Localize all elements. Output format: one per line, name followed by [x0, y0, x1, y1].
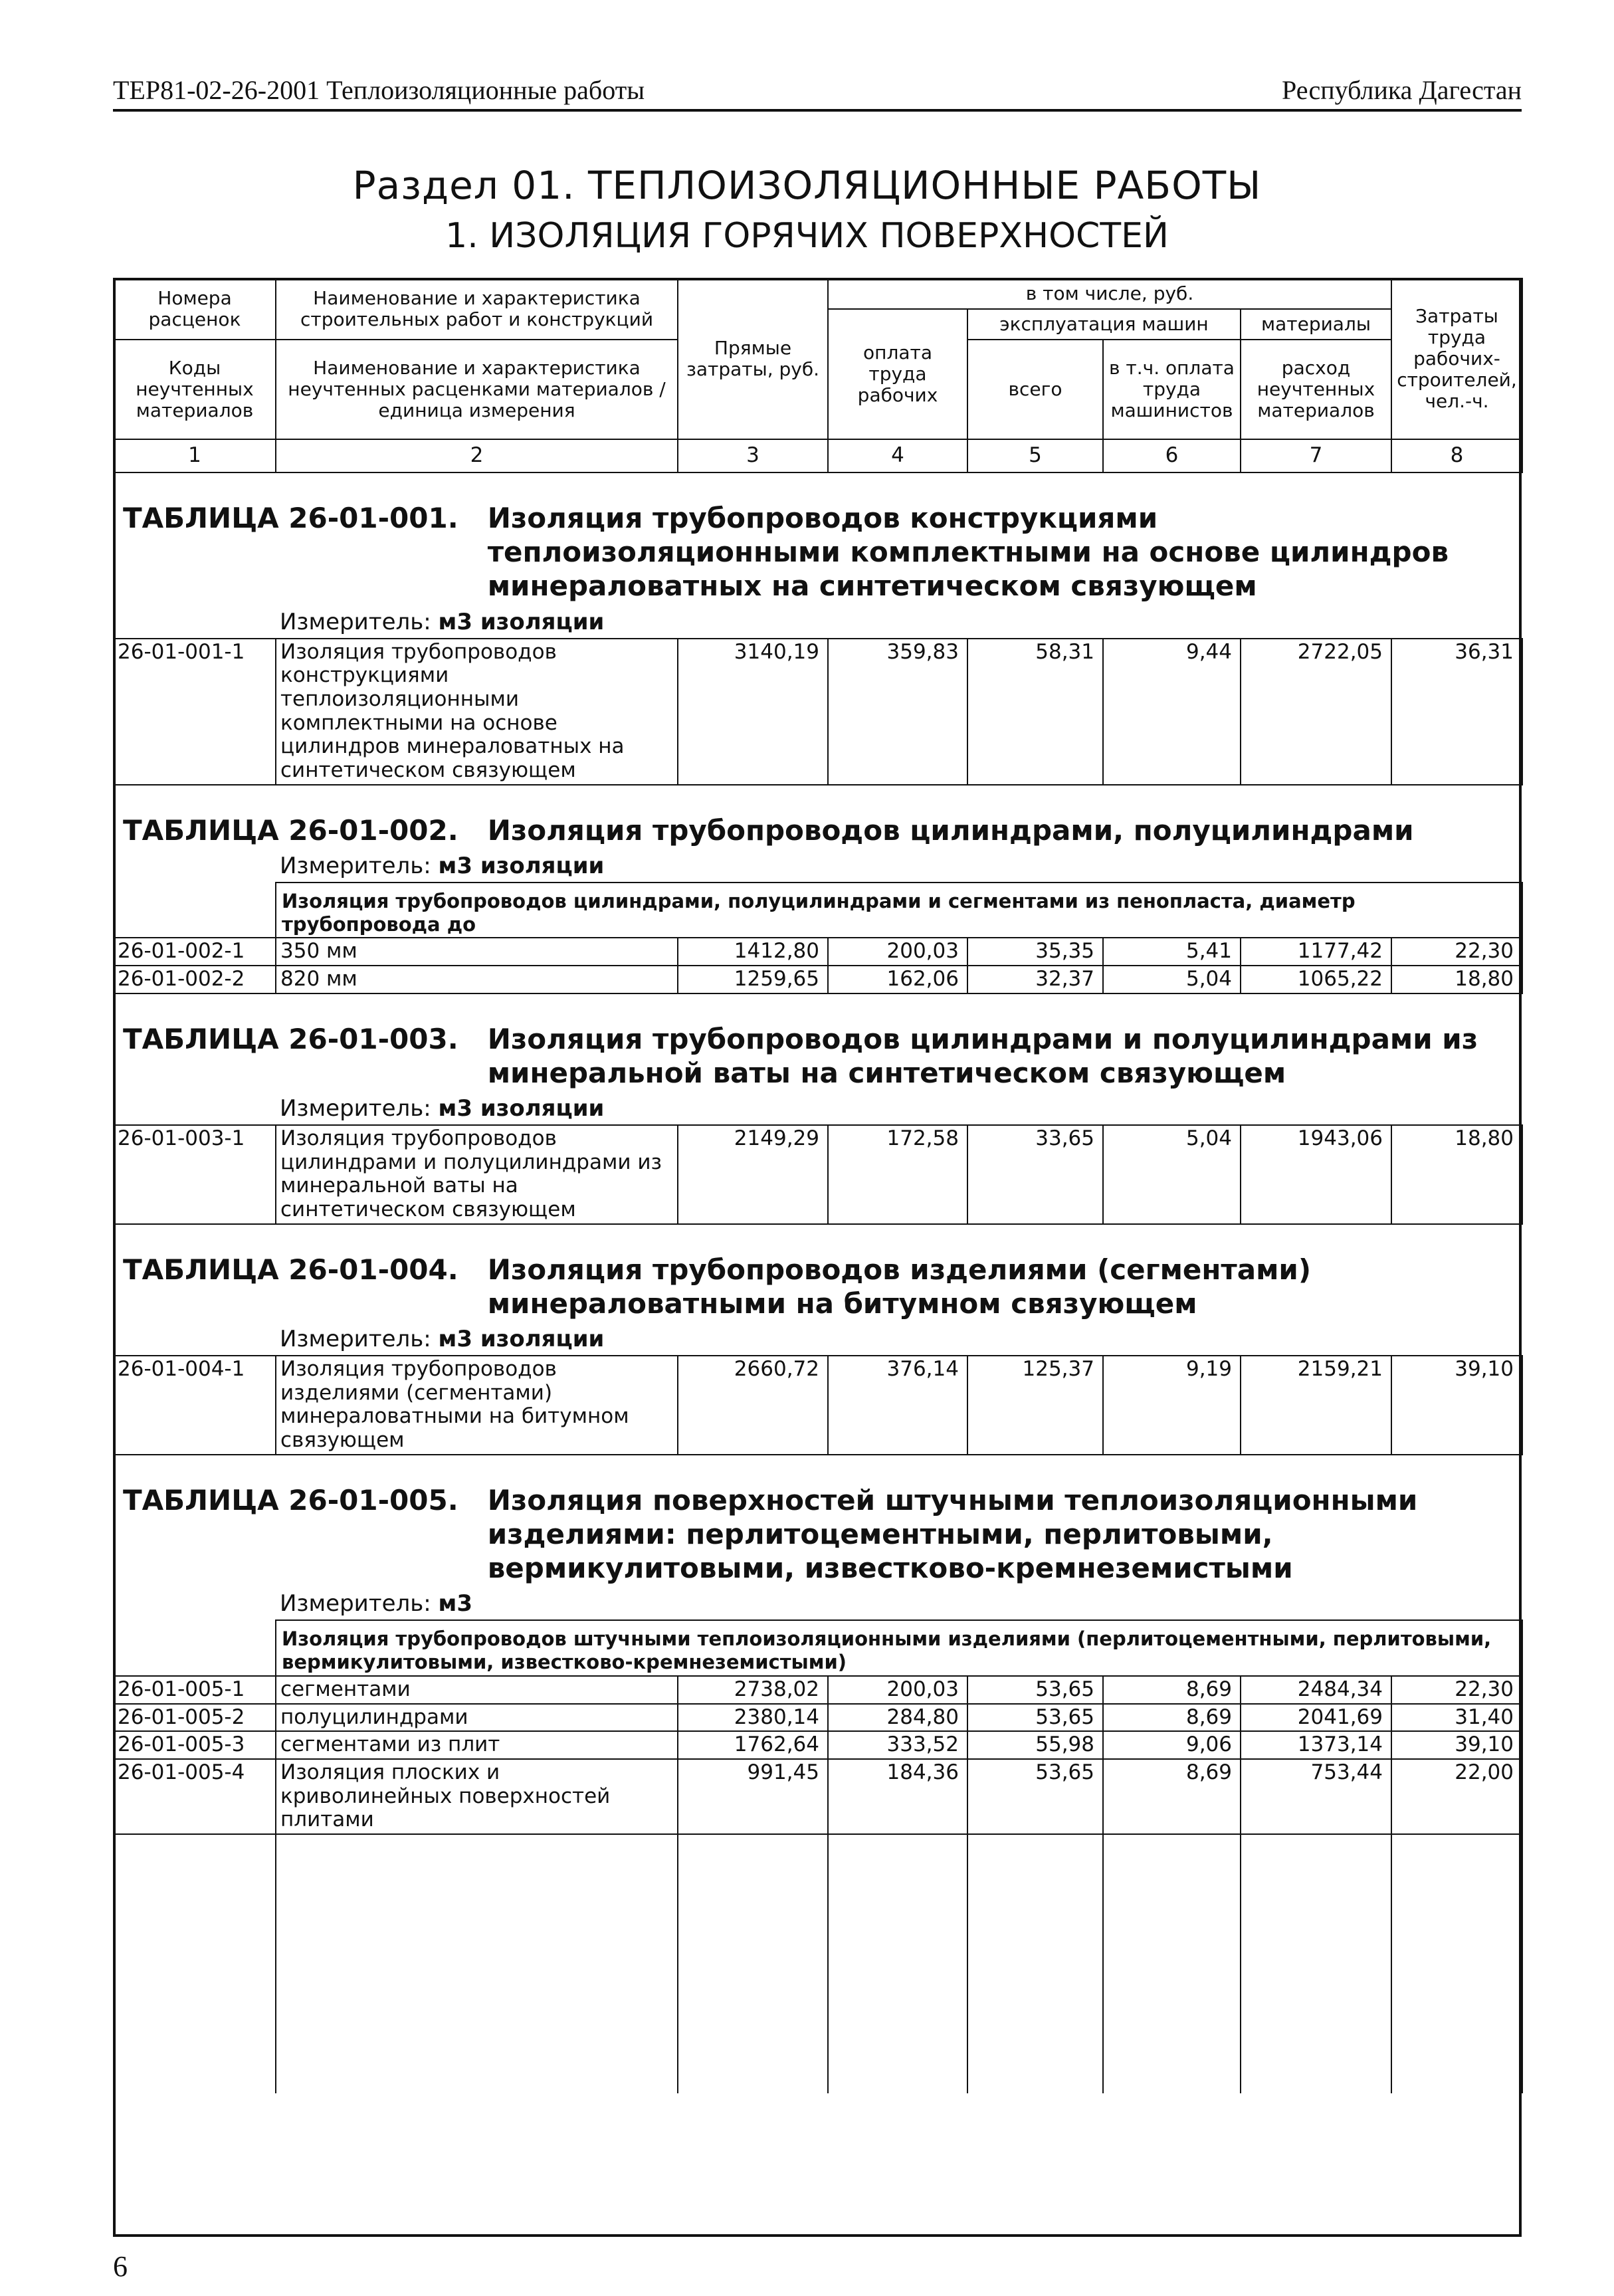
table-26-01-004: [114, 1224, 1522, 1455]
table-header: [114, 278, 1522, 472]
machinist-pay: 9,44: [1103, 639, 1241, 785]
materials-cost: 1373,14: [1241, 1731, 1391, 1759]
column-number: 3: [678, 439, 828, 472]
table-heading: [114, 1455, 1522, 1586]
col1-header-top: Номера расценок: [114, 278, 276, 340]
rate-code: 26-01-001-1: [114, 639, 276, 785]
meter: [276, 847, 1522, 883]
table-title: Изоляция трубопроводов конструкциями теплоизоляционными комплектными на основе цилиндров минераловатных на синтетическом связующем: [487, 502, 1449, 603]
direct-costs: 1762,64: [678, 1731, 828, 1759]
machines-total: 32,37: [967, 966, 1103, 993]
meter-label: Измеритель:: [280, 1326, 431, 1353]
col7-header: расход неучтенных материалов: [1241, 340, 1391, 439]
table-row: [114, 639, 1522, 785]
labor-pay: 200,03: [828, 938, 967, 966]
table-heading: [114, 785, 1522, 847]
table-label: ТАБЛИЦА 26-01-002.: [123, 813, 458, 847]
machines-total: 53,65: [967, 1704, 1103, 1732]
col2-header-top: Наименование и характеристика строительных работ и конструкций: [276, 278, 678, 340]
machinist-pay: 8,69: [1103, 1676, 1241, 1704]
rate-name: Изоляция трубопроводов изделиями (сегментами) минераловатными на битумном связующем: [276, 1356, 678, 1455]
column-number: 8: [1391, 439, 1522, 472]
machinist-pay: 8,69: [1103, 1759, 1241, 1834]
section-subtitle: 1. ИЗОЛЯЦИЯ ГОРЯЧИХ ПОВЕРХНОСТЕЙ: [445, 216, 1169, 256]
table-title: Изоляция трубопроводов цилиндрами и полуцилиндрами из минеральной ваты на синтетическом связующем: [487, 1022, 1478, 1089]
machines-total: 35,35: [967, 938, 1103, 966]
rate-code: 26-01-004-1: [114, 1356, 276, 1455]
rate-code: 26-01-003-1: [114, 1125, 276, 1224]
column-number: 4: [828, 439, 967, 472]
table-row: [114, 938, 1522, 966]
page-number: 6: [113, 2250, 128, 2283]
col1-header-bottom: Коды неучтенных материалов: [114, 340, 276, 439]
labor-hours: 18,80: [1391, 966, 1522, 993]
document-code: ТЕР81-02-26-2001 Теплоизоляционные работы: [113, 75, 645, 105]
table-title: Изоляция трубопроводов цилиндрами, полуцилиндрами: [487, 813, 1414, 847]
table-title: Изоляция поверхностей штучными теплоизоляционными изделиями: перлитоцементными, перлитовыми, вермикулитовыми, известково-кремнеземистыми: [487, 1483, 1418, 1585]
rate-code: 26-01-002-1: [114, 938, 276, 966]
labor-pay: 359,83: [828, 639, 967, 785]
meter-unit: м3 изоляции: [438, 1095, 605, 1122]
meter-unit: м3 изоляции: [438, 852, 605, 879]
machines-total: 33,65: [967, 1125, 1103, 1224]
rate-code: 26-01-005-1: [114, 1676, 276, 1704]
table-heading: [114, 473, 1522, 603]
meter-label: Измеритель:: [280, 1590, 431, 1618]
column-number: 6: [1103, 439, 1241, 472]
machines-header: эксплуатация машин: [967, 309, 1241, 340]
col8-header: Затраты труда рабочих-строителей, чел.-ч.: [1391, 278, 1522, 439]
direct-costs: 1412,80: [678, 938, 828, 966]
labor-pay: 162,06: [828, 966, 967, 993]
column-numbers-row: [114, 439, 1522, 472]
materials-cost: 2722,05: [1241, 639, 1391, 785]
table-row: [114, 1704, 1522, 1732]
machines-total: 58,31: [967, 639, 1103, 785]
labor-hours: 22,30: [1391, 938, 1522, 966]
col3-header: Прямые затраты, руб.: [678, 278, 828, 439]
direct-costs: 2738,02: [678, 1676, 828, 1704]
rate-name: Изоляция плоских и криволинейных поверхностей плитами: [276, 1759, 678, 1834]
direct-costs: 991,45: [678, 1759, 828, 1834]
rate-name: 820 мм: [276, 966, 678, 993]
materials-cost: 2484,34: [1241, 1676, 1391, 1704]
rate-name: сегментами: [276, 1676, 678, 1704]
machinist-pay: 5,04: [1103, 966, 1241, 993]
table-row: [114, 966, 1522, 993]
direct-costs: 1259,65: [678, 966, 828, 993]
col4-header: оплата труда рабочих: [828, 309, 967, 439]
rate-code: 26-01-002-2: [114, 966, 276, 993]
table-label: ТАБЛИЦА 26-01-003.: [123, 1022, 458, 1055]
table-row: [114, 1759, 1522, 1834]
meter-unit: м3 изоляции: [438, 608, 605, 635]
meter: [276, 1585, 1522, 1620]
column-number: 1: [114, 439, 276, 472]
col2-header-bottom: Наименование и характеристика неучтенных расценками материалов / единица измерения: [276, 340, 678, 439]
table-row: [114, 1125, 1522, 1224]
table-26-01-002: [114, 785, 1522, 993]
direct-costs: 2660,72: [678, 1356, 828, 1455]
table-label: ТАБЛИЦА 26-01-004.: [123, 1253, 458, 1286]
table-heading: [114, 1225, 1522, 1320]
table-row: [114, 1676, 1522, 1704]
group-heading: Изоляция трубопроводов штучными теплоизоляционными изделиями (перлитоцементными, перлитовыми, вермикулитовыми, известково-кремнеземистыми): [276, 1620, 1522, 1676]
materials-cost: 2159,21: [1241, 1356, 1391, 1455]
labor-hours: 36,31: [1391, 639, 1522, 785]
machinist-pay: 8,69: [1103, 1704, 1241, 1732]
column-number: 7: [1241, 439, 1391, 472]
rate-code: 26-01-005-3: [114, 1731, 276, 1759]
table-title: Изоляция трубопроводов изделиями (сегментами) минераловатными на битумном связующем: [487, 1253, 1312, 1320]
column-number: 5: [967, 439, 1103, 472]
materials-cost: 1177,42: [1241, 938, 1391, 966]
labor-hours: 18,80: [1391, 1125, 1522, 1224]
machines-total: 53,65: [967, 1676, 1103, 1704]
table-heading: [114, 994, 1522, 1090]
labor-hours: 22,00: [1391, 1759, 1522, 1834]
meter: [276, 1320, 1522, 1356]
column-number: 2: [276, 439, 678, 472]
direct-costs: 2380,14: [678, 1704, 828, 1732]
running-header: [113, 72, 1522, 112]
labor-pay: 284,80: [828, 1704, 967, 1732]
machinist-pay: 9,19: [1103, 1356, 1241, 1455]
col6-header: в т.ч. оплата труда машинистов: [1103, 340, 1241, 439]
machinist-pay: 9,06: [1103, 1731, 1241, 1759]
machines-total: 125,37: [967, 1356, 1103, 1455]
table-26-01-003: [114, 993, 1522, 1224]
machinist-pay: 5,41: [1103, 938, 1241, 966]
rate-code: 26-01-005-2: [114, 1704, 276, 1732]
table-label: ТАБЛИЦА 26-01-001.: [123, 502, 458, 534]
rate-name: Изоляция трубопроводов конструкциями теплоизоляционными комплектными на основе цилиндров минераловатных на синтетическом связующем: [276, 639, 678, 785]
rate-name: Изоляция трубопроводов цилиндрами и полуцилиндрами из минеральной ваты на синтетическом связующем: [276, 1125, 678, 1224]
labor-hours: 39,10: [1391, 1356, 1522, 1455]
labor-pay: 184,36: [828, 1759, 967, 1834]
table-row: [114, 1731, 1522, 1759]
materials-header: материалы: [1241, 309, 1391, 340]
including-header: в том числе, руб.: [828, 278, 1391, 309]
labor-pay: 333,52: [828, 1731, 967, 1759]
meter: [276, 603, 1522, 639]
col5-header: всего: [967, 340, 1103, 439]
materials-cost: 1943,06: [1241, 1125, 1391, 1224]
rate-name: полуцилиндрами: [276, 1704, 678, 1732]
labor-hours: 31,40: [1391, 1704, 1522, 1732]
meter-unit: м3: [438, 1590, 472, 1618]
labor-pay: 376,14: [828, 1356, 967, 1455]
labor-pay: 172,58: [828, 1125, 967, 1224]
meter-unit: м3 изоляции: [438, 1326, 605, 1353]
meter-label: Измеритель:: [280, 1095, 431, 1122]
labor-hours: 22,30: [1391, 1676, 1522, 1704]
region-name: Республика Дагестан: [1282, 75, 1522, 105]
direct-costs: 2149,29: [678, 1125, 828, 1224]
direct-costs: 3140,19: [678, 639, 828, 785]
meter-label: Измеритель:: [280, 852, 431, 879]
table-row: [114, 1356, 1522, 1455]
meter: [276, 1090, 1522, 1125]
meter-label: Измеритель:: [280, 608, 431, 635]
materials-cost: 2041,69: [1241, 1704, 1391, 1732]
labor-pay: 200,03: [828, 1676, 967, 1704]
rate-name: 350 мм: [276, 938, 678, 966]
group-heading: Изоляция трубопроводов цилиндрами, полуцилиндрами и сегментами из пенопласта, диаметр трубопровода до: [276, 883, 1522, 938]
machines-total: 55,98: [967, 1731, 1103, 1759]
machinist-pay: 5,04: [1103, 1125, 1241, 1224]
materials-cost: 1065,22: [1241, 966, 1391, 993]
table-label: ТАБЛИЦА 26-01-005.: [123, 1483, 458, 1516]
table-26-01-005: [114, 1455, 1522, 2093]
empty-row: [114, 1834, 1522, 2093]
labor-hours: 39,10: [1391, 1731, 1522, 1759]
materials-cost: 753,44: [1241, 1759, 1391, 1834]
rate-name: сегментами из плит: [276, 1731, 678, 1759]
table-26-01-001: [114, 472, 1522, 785]
machines-total: 53,65: [967, 1759, 1103, 1834]
rate-code: 26-01-005-4: [114, 1759, 276, 1834]
rates-table: [113, 278, 1523, 2093]
section-title: Раздел 01. ТЕПЛОИЗОЛЯЦИОННЫЕ РАБОТЫ: [352, 163, 1262, 208]
